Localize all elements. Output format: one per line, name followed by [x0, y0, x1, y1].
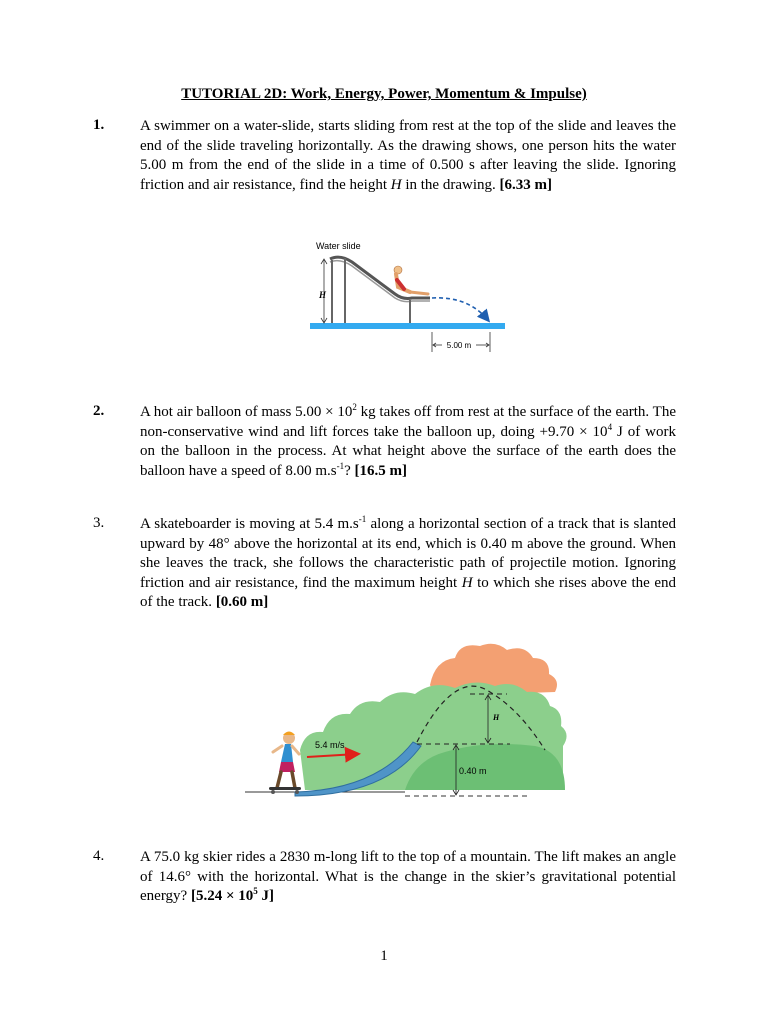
page-number: 1 [380, 948, 388, 964]
question-4-answer: [$5.24 \times 10^5$ J] [190, 886, 274, 904]
max-height-h-label: H [493, 713, 500, 722]
question-3-answer: [0.60 m] [215, 594, 269, 610]
water-surface [310, 323, 505, 329]
distance-label: 5.00 m [446, 341, 472, 350]
question-1-text: A swimmer on a water-slide, starts sliding from rest at the top of the slide and leaves the end of the slide traveling horizontally. As the drawing shows, one person hits the water 5.00 m from the end of the slide in a time of 0.500 s after leaving the slide. Ignoring friction and air resistance, find the height H in the drawing. [6.33 m] [140, 118, 676, 193]
question-1-number: 1. [93, 117, 105, 133]
question-3-number: 3. [93, 515, 105, 531]
question-4-text: A 75.0 kg skier rides a 2830 m-long lift to the top of a mountain. The lift makes an angle of 14.6° with the horizontal. What is the change in the skier’s gravitational potential energy? [$5.24 \times 10^5$ J] [140, 849, 676, 904]
speed-label: 5.4 m/s [315, 740, 345, 750]
water-slide-label: Water slide [316, 241, 361, 251]
question-4-number: 4. [93, 848, 105, 864]
track-height-label: 0.40 m [459, 766, 487, 776]
question-2-number: 2. [93, 403, 105, 419]
question-2-text: A hot air balloon of mass $5.00 \times 10^2$ kg takes off from rest at the surface of the earth. The non-conservative wind and lift forces take the balloon up, doing $+9.70 \times 10^4$ J of work on the balloon in the process. At what height above the surface of the earth does the balloon have a speed of 8.00 $m.s^{-1}$? [16.5 m] [140, 402, 676, 479]
water-slide-figure [300, 232, 510, 362]
height-h-label: H [319, 290, 327, 300]
question-3-text: A skateboarder is moving at 5.4 $m.s^{-1}$ along a horizontal section of a track that is slanted upward by 48° above the horizontal at its end, which is 0.40 m above the ground. When she leaves the track, she follows the characteristic path of projectile motion. Ignoring friction and air resistance, find the maximum height H to which she rises above the end of the track. [0.60 m] [140, 514, 676, 610]
skateboarder-figure [245, 640, 575, 810]
question-2-answer: [16.5 m] [354, 462, 408, 479]
page-title: TUTORIAL 2D: Work, Energy, Power, Momentum & Impulse) [181, 86, 587, 102]
trajectory-arrow [432, 298, 488, 320]
question-1-answer: [6.33 m] [499, 176, 552, 193]
